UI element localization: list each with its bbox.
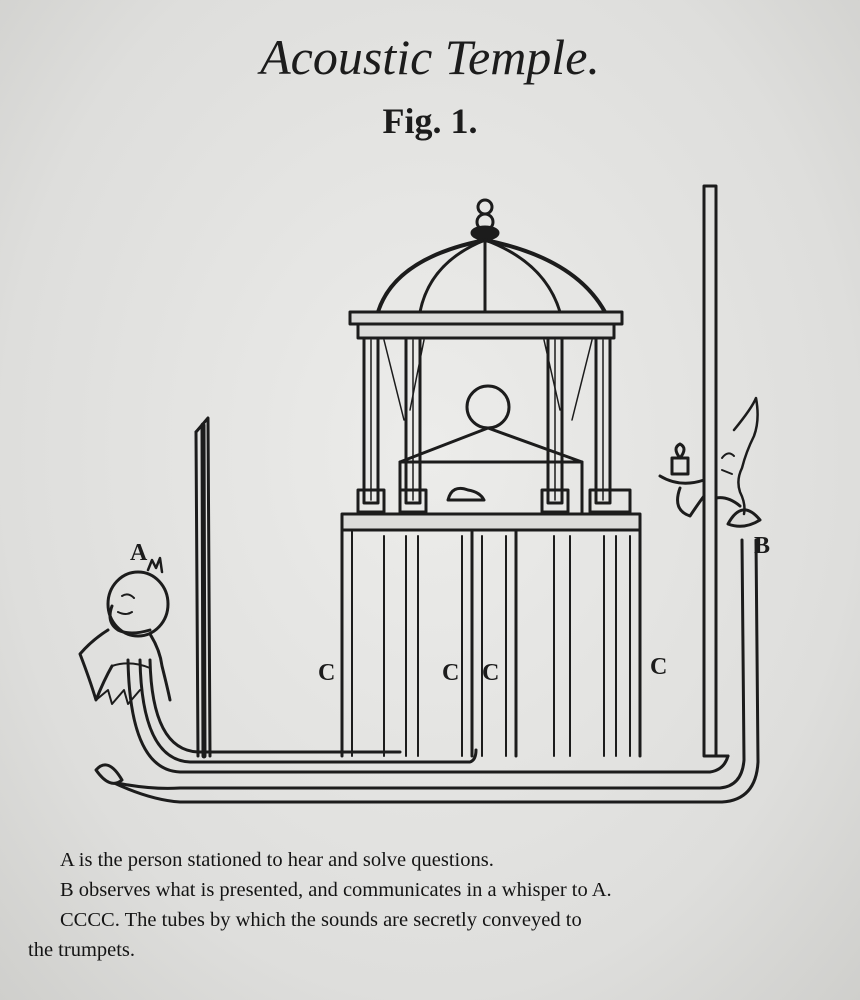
temple-entablature bbox=[350, 312, 622, 338]
left-pipe bbox=[196, 418, 210, 756]
temple-pedestal bbox=[342, 514, 640, 756]
caption-line-b: B observes what is presented, and communicates in a whisper to A. bbox=[60, 879, 612, 901]
b-trumpet bbox=[716, 498, 740, 506]
label-b: B bbox=[754, 533, 771, 559]
lamp-bracket bbox=[660, 444, 704, 516]
label-c-3: C bbox=[482, 660, 500, 686]
person-b bbox=[722, 398, 758, 514]
right-pipe bbox=[704, 186, 716, 756]
figure-number: Fig. 1. bbox=[382, 101, 478, 141]
caption-line-a: A is the person stationed to hear and solve questions. bbox=[60, 849, 494, 871]
person-a bbox=[80, 558, 170, 704]
plate-title: Acoustic Temple. bbox=[260, 29, 600, 85]
figure-caption bbox=[28, 845, 848, 965]
temple-dome bbox=[378, 240, 605, 312]
label-c-2: C bbox=[442, 660, 460, 686]
caption-line-c2: the trumpets. bbox=[28, 939, 136, 961]
label-c-1: C bbox=[318, 660, 336, 686]
label-a: A bbox=[130, 540, 148, 566]
dome-finial bbox=[472, 200, 498, 239]
label-c-4: C bbox=[650, 654, 668, 680]
caption-line-c1: CCCC. The tubes by which the sounds are secretly conveyed to bbox=[60, 909, 582, 931]
